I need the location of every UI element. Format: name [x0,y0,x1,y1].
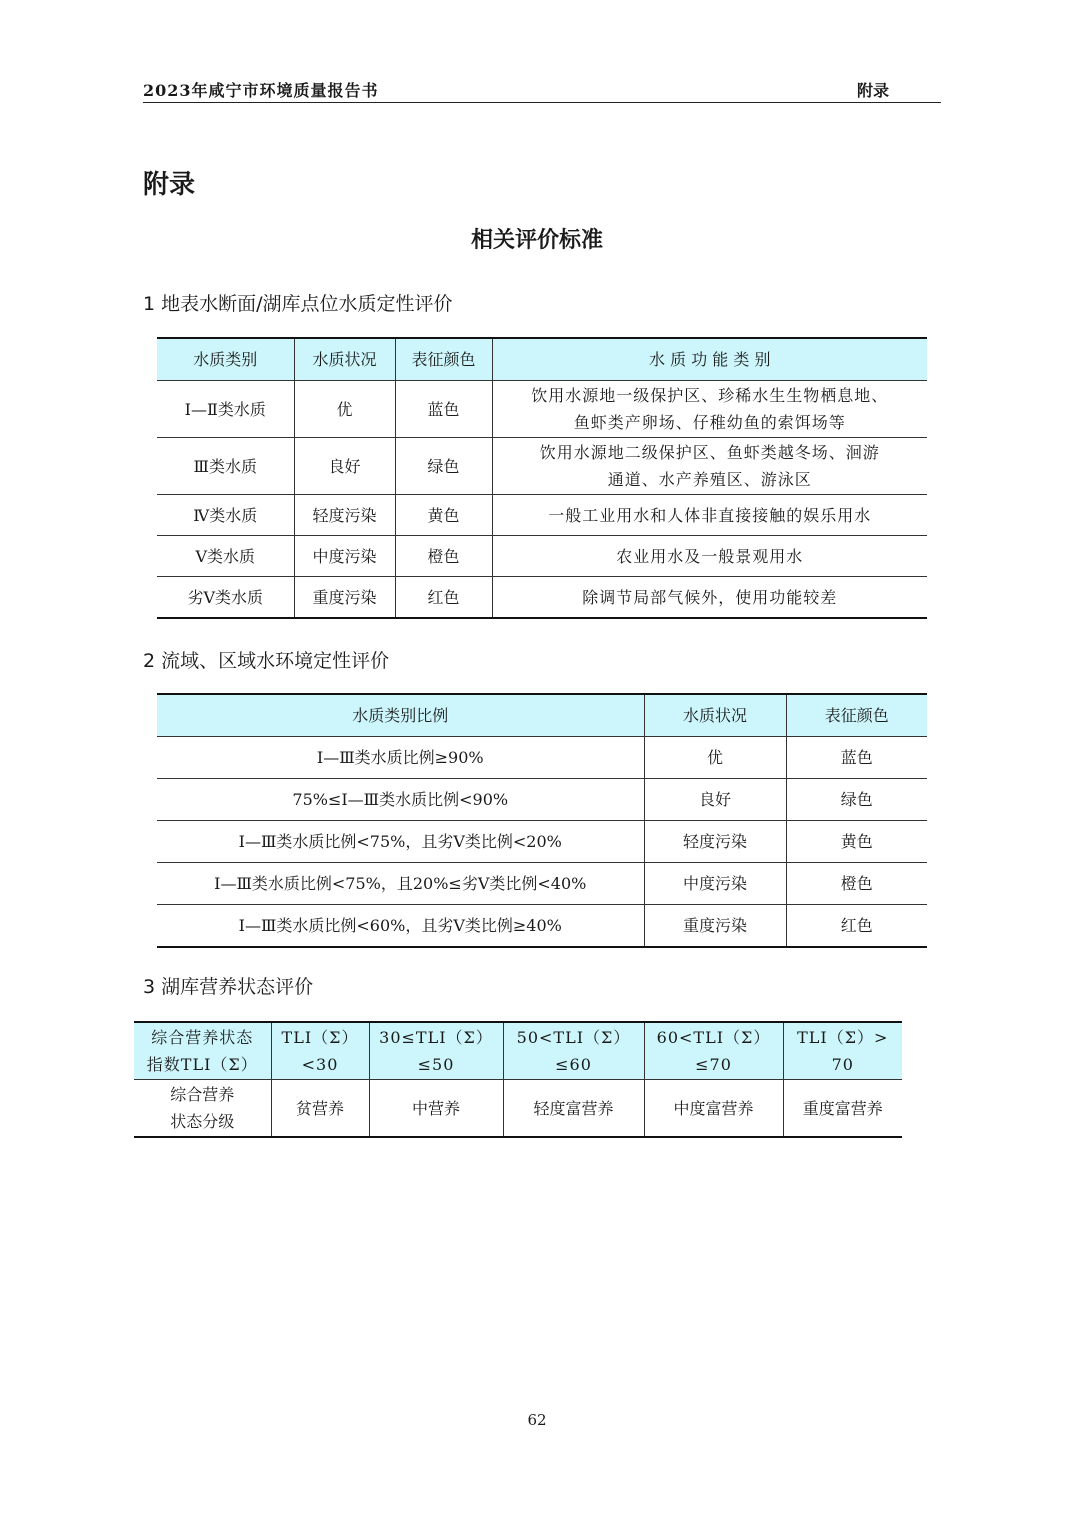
table-cell: 贫营养 [271,1080,369,1138]
table-header-row [157,694,927,737]
cell-line: ≤70 [695,1055,732,1074]
table-header-row [134,1022,902,1080]
lake-trophic-state-table [134,1021,902,1138]
center-title: 相关评价标准 [470,228,603,253]
cell-line: ≤60 [555,1055,592,1074]
table-cell: 优 [294,381,395,438]
table-cell: 除调节局部气候外，使用功能较差 [492,577,927,619]
cell-line: 饮用水源地二级保护区、鱼虾类越冬场、洄游 [539,443,880,462]
table-cell: Ⅰ—Ⅲ类水质比例<60%，且劣Ⅴ类比例≥40% [157,905,644,948]
section-title-1: 1 地表水断面/湖库点位水质定性评价 [143,293,453,315]
table-row [157,737,927,779]
header-section-label: 附录 [856,81,889,100]
cell-line: <30 [301,1055,339,1074]
table-row [157,905,927,948]
table-cell: 绿色 [786,779,927,821]
column-header: 表征颜色 [395,338,492,381]
table-row [157,577,927,619]
table-header-row [157,338,927,381]
table-cell: 重度污染 [294,577,395,619]
table-row [157,863,927,905]
table-row [157,821,927,863]
table-row [134,1080,902,1138]
column-header [271,1022,369,1080]
table-cell: 黄色 [395,495,492,536]
page-heading: 附录 [143,170,196,200]
table-cell: Ⅴ类水质 [157,536,294,577]
table-cell: Ⅲ类水质 [157,438,294,495]
header-report-title: 2023年咸宁市环境质量报告书 [143,81,379,100]
table-cell: 轻度富营养 [503,1080,644,1138]
table-cell: 轻度污染 [294,495,395,536]
table-cell: 良好 [644,779,786,821]
table-cell [492,381,927,438]
table-cell: Ⅰ—Ⅲ类水质比例<75%，且劣Ⅴ类比例<20% [157,821,644,863]
cell-line: ≤50 [417,1055,455,1074]
cell-line: 状态分级 [170,1112,235,1131]
cell-line: 60<TLI（Σ） [656,1028,771,1047]
table-cell: 绿色 [395,438,492,495]
table-cell: 红色 [786,905,927,948]
table-cell: 中度污染 [644,863,786,905]
column-header [134,1022,271,1080]
cell-line: 综合营养 [170,1085,235,1104]
cell-line: 30≤TLI（Σ） [379,1028,493,1047]
table-row [157,779,927,821]
cell-line: TLI（Σ）> [797,1028,889,1047]
table-cell: 75%≤Ⅰ—Ⅲ类水质比例<90% [157,779,644,821]
page-number: 62 [527,1411,547,1429]
column-header: 水 质 功 能 类 别 [492,338,927,381]
table-cell: 橙色 [395,536,492,577]
cell-line: 指数TLI（Σ） [146,1055,258,1074]
table-cell: 轻度污染 [644,821,786,863]
table-cell: 一般工业用水和人体非直接接触的娱乐用水 [492,495,927,536]
column-header: 水质类别比例 [157,694,644,737]
table-row [157,495,927,536]
cell-line: 综合营养状态 [151,1028,254,1047]
table-cell: 红色 [395,577,492,619]
table-cell: 重度污染 [644,905,786,948]
table-cell: 农业用水及一般景观用水 [492,536,927,577]
table-cell: 中度富营养 [644,1080,783,1138]
cell-line: 70 [831,1055,854,1074]
column-header: 表征颜色 [786,694,927,737]
table-cell: 橙色 [786,863,927,905]
table-cell: Ⅰ—Ⅲ类水质比例<75%，且20%≤劣Ⅴ类比例<40% [157,863,644,905]
table-cell: 黄色 [786,821,927,863]
row-label [134,1080,271,1138]
table-cell: Ⅰ—Ⅲ类水质比例≥90% [157,737,644,779]
cell-line: TLI（Σ） [281,1028,359,1047]
table-row [157,381,927,438]
column-header [783,1022,902,1080]
section-title-3: 3 湖库营养状态评价 [143,976,314,998]
table-cell: 重度富营养 [783,1080,902,1138]
page-header [143,76,941,103]
cell-line: 饮用水源地一级保护区、珍稀水生生物栖息地、 [531,386,889,405]
cell-line: 鱼虾类产卵场、仔稚幼鱼的索饵场等 [573,413,846,432]
table-cell: 良好 [294,438,395,495]
column-header: 水质类别 [157,338,294,381]
table-cell: 中度污染 [294,536,395,577]
table-cell: 优 [644,737,786,779]
table-cell [492,438,927,495]
table-cell: 劣Ⅴ类水质 [157,577,294,619]
column-header [369,1022,503,1080]
table-cell: Ⅳ类水质 [157,495,294,536]
table-row [157,438,927,495]
basin-water-quality-table [157,693,927,948]
section-title-2: 2 流域、区域水环境定性评价 [143,650,390,672]
surface-water-quality-table [157,337,927,619]
table-cell: 中营养 [369,1080,503,1138]
table-row [157,536,927,577]
cell-line: 通道、水产养殖区、游泳区 [607,470,812,489]
table-cell: Ⅰ—Ⅱ类水质 [157,381,294,438]
cell-line: 50<TLI（Σ） [516,1028,631,1047]
column-header: 水质状况 [644,694,786,737]
table-cell: 蓝色 [786,737,927,779]
table-cell: 蓝色 [395,381,492,438]
column-header [503,1022,644,1080]
column-header: 水质状况 [294,338,395,381]
column-header [644,1022,783,1080]
